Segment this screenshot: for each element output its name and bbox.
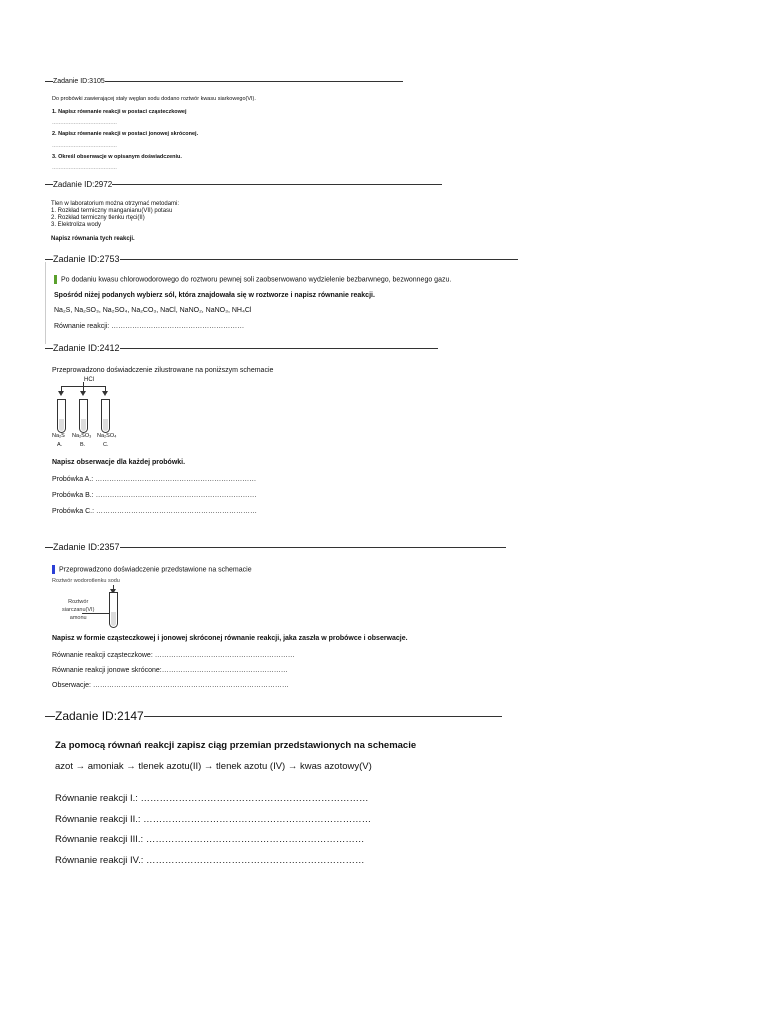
answer-line-b: Probówka B.: …………………………………………………………… [52,492,257,499]
answer-line-1: ………………………………… [52,120,117,126]
task-header: Zadanie ID:2412 [53,343,120,353]
test-tube [109,592,118,628]
task-2753 [45,254,518,330]
task-header: Zadanie ID:2972 [53,180,113,189]
answer-line-c: Probówka C.: …………………………………………………………… [52,508,257,515]
answer-line-2: ………………………………… [52,143,117,149]
task-intro: Tlen w laboratorium można otrzymać metodami: [51,201,180,207]
salt-list: Na₂S, Na₂SO₃, Na₂SO₄, Na₂CO₃, NaCl, NaNO₂, NaNO₃, NH₄Cl [54,307,252,314]
arrow-down-icon [105,386,106,394]
question-2: 2. Napisz równanie reakcji w postaci jonowej skróconej. [52,131,199,137]
method-1: 1. Rozkład termiczny manganianu(VII) potasu [51,208,173,214]
solution-label: Roztwór siarczanu(VI) amonu [62,599,95,621]
test-tube-b [79,399,88,433]
experiment-diagram [52,578,162,630]
green-accent-bar [54,275,57,284]
answer-line-3: Równanie reakcji III.: …………………………………………………………… [55,834,365,845]
question-1: 1. Napisz równanie reakcji w postaci cząsteczkowej [52,109,187,115]
method-2: 2. Rozkład termiczny tlenku rtęci(II) [51,215,145,221]
task-instruction: Napisz w formie cząsteczkowej i jonowej skróconej równanie reakcji, jaka zaszła w probówce i obserwacje. [52,635,408,642]
task-3105 [45,78,403,171]
transformation-chain: azot → amoniak → tlenek azotu(II) → tlenek azotu (IV) → kwas azotowy(V) [55,761,372,772]
task-header: Zadanie ID:2147 [55,709,144,723]
answer-line-1: Równanie reakcji I.: ……………………………………………………………… [55,793,369,804]
tube-salt-a: Na₂S [52,433,65,439]
task-intro: Przeprowadzono doświadczenie przedstawione na schemacie [52,565,252,574]
answer-line-2: Równanie reakcji II.: ……………………………………………………………… [55,814,372,825]
answer-line-1: Równanie reakcji cząsteczkowe: …………………………………………………… [52,652,295,659]
test-tube-c [101,399,110,433]
tube-label-a: A. [57,442,63,448]
tube-label-c: C. [103,442,109,448]
task-2147 [45,709,502,866]
answer-line-a: Probówka A.: …………………………………………………………… [52,476,257,483]
tube-salt-b: Na₂SO₃ [72,433,92,439]
method-3: 3. Elektroliza wody [51,222,102,228]
task-instruction: Napisz równania tych reakcji. [51,236,135,242]
task-instruction: Napisz obserwacje dla każdej probówki. [52,459,186,466]
task-2972 [45,180,442,242]
task-intro: Po dodaniu kwasu chlorowodorowego do roztworu pewnej soli zaobserwowano wydzielenie bezbarwnego, bezwonnego gazu. [54,275,451,284]
task-2412 [45,343,438,515]
test-tube-a [57,399,66,433]
task-header: Zadanie ID:3105 [53,78,105,85]
answer-line-3: ………………………………… [52,165,117,171]
task-instruction: Spośród niżej podanych wybierz sól, która znajdowała się w roztworze i napisz równanie reakcji. [54,292,375,299]
tube-label-b: B. [80,442,86,448]
task-header: Zadanie ID:2753 [53,254,120,264]
answer-line: Równanie reakcji: ………………………………………………… [54,323,245,330]
answer-line-3: Obserwacje: ………………………………………………………………………… [52,682,289,689]
arrow-down-icon [83,386,84,394]
experiment-diagram [52,377,142,447]
task-2357 [45,542,506,689]
arrow-down-icon [61,386,62,394]
question-3: 3. Określ obserwacje w opisanym doświadczeniu. [52,154,182,160]
task-intro: Do probówki zawierającej stały węglan sodu dodano roztwór kwasu siarkowego(VI). [52,96,256,102]
task-instruction: Za pomocą równań reakcji zapisz ciąg przemian przedstawionych na schemacie [55,740,417,751]
task-intro: Przeprowadzono doświadczenie zilustrowane na poniższym schemacie [52,367,274,374]
answer-line-4: Równanie reakcji IV.: …………………………………………………………… [55,855,365,866]
reagent-label: Roztwór wodorotlenku sodu [52,578,120,584]
tube-salt-c: Na₂SO₄ [97,433,117,439]
answer-line-2: Równanie reakcji jonowe skrócone:……………………………………………… [52,667,288,674]
task-header: Zadanie ID:2357 [53,542,120,552]
arrow-down-icon [113,585,114,592]
reagent-label: HCl [84,377,94,383]
blue-accent-bar [52,565,55,574]
